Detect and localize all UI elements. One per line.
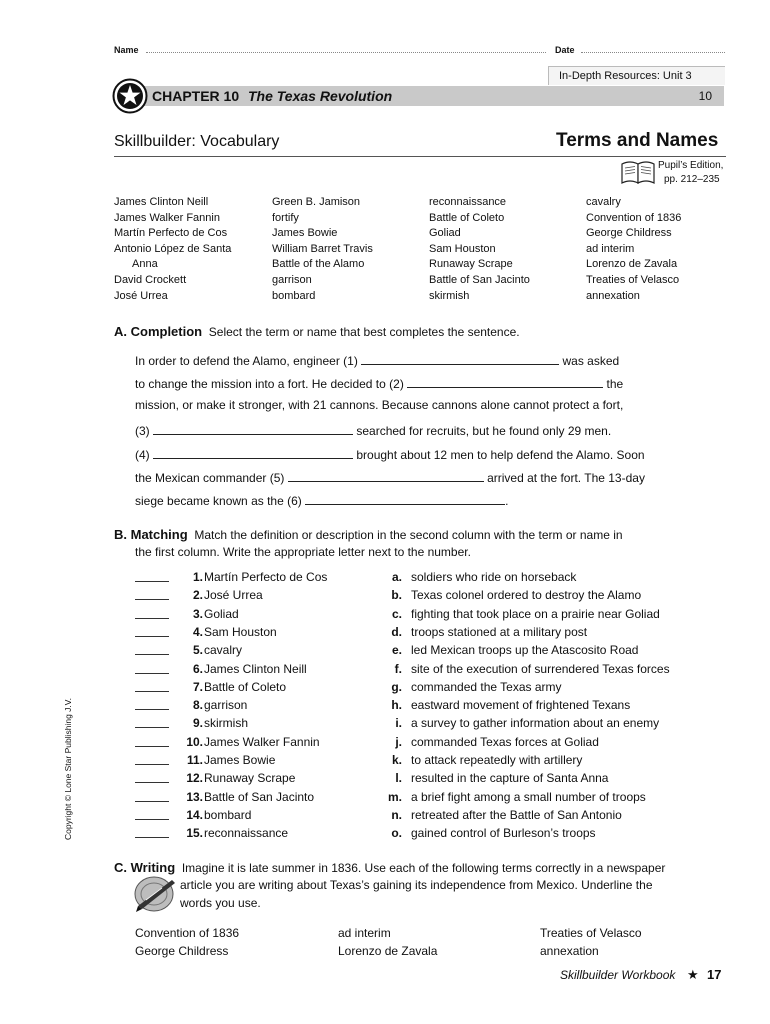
item-term: reconnaissance (204, 826, 289, 841)
term: Sam Houston (429, 242, 496, 255)
item-letter: i. (395, 716, 402, 731)
item-letter: k. (391, 753, 402, 767)
term-column-2 (272, 195, 373, 304)
page-title: Terms and Names (556, 130, 719, 151)
line-text: was asked (562, 354, 620, 368)
completion-line-4 (135, 422, 611, 437)
page-subtitle: Skillbuilder: Vocabulary (114, 133, 280, 150)
item-term: James Walker Fannin (204, 734, 320, 749)
line-text: searched for recruits, but he found only 29 men. (356, 424, 612, 438)
line-text: (4) (135, 448, 150, 462)
item-definition: site of the execution of surrendered Texas forces (411, 661, 670, 676)
completion-line-6 (135, 469, 645, 484)
term: bombard (272, 289, 316, 302)
chapter-label: CHAPTER 10 (152, 88, 240, 104)
item-number: 12. (186, 771, 203, 786)
section-a-header (114, 324, 520, 339)
item-term: cavalry (204, 643, 243, 658)
answer-blank-2[interactable] (407, 375, 603, 388)
term: Goliad (429, 227, 461, 240)
term-column-4 (586, 195, 681, 304)
section-b-instruction: Match the definition or description in the second column with the term or name in (194, 528, 623, 542)
term: James Walker Fannin (114, 211, 220, 224)
term-column-1 (114, 195, 231, 304)
page-range: pp. 212–235 (664, 174, 720, 185)
term: reconnaissance (429, 196, 507, 208)
answer-blank[interactable] (135, 691, 169, 692)
item-term: bombard (204, 807, 252, 822)
item-number: 10. (186, 734, 203, 749)
writing-terms-col-2 (338, 924, 437, 960)
line-text: . (505, 494, 509, 508)
footer-star-icon: ★ (687, 967, 699, 982)
item-number: 8. (192, 698, 203, 713)
writing-term: annexation (540, 944, 599, 958)
writing-terms-col-1 (135, 924, 239, 960)
term: ad interim (586, 242, 635, 255)
item-term: garrison (204, 698, 248, 713)
answer-blank[interactable] (135, 599, 169, 600)
term: Battle of the Alamo (272, 258, 365, 271)
section-a-instruction: Select the term or name that best completes the sentence. (208, 325, 520, 339)
completion-line-5 (135, 446, 645, 461)
answer-blank[interactable] (135, 618, 169, 619)
answer-blank[interactable] (135, 654, 169, 655)
item-term: Goliad (204, 606, 239, 621)
line-text: arrived at the fort. The 13-day (487, 471, 645, 485)
star-icon (112, 78, 148, 119)
chapter-bar (128, 86, 724, 106)
item-number: 14. (186, 807, 203, 822)
item-letter: b. (391, 588, 402, 603)
writing-term: Treaties of Velasco (540, 926, 642, 940)
date-field[interactable] (581, 52, 725, 53)
writing-terms-col-3 (540, 924, 642, 960)
answer-blank[interactable] (135, 801, 169, 802)
term: garrison (272, 273, 312, 286)
item-letter: f. (394, 661, 402, 676)
item-definition: gained control of Burleson’s troops (411, 826, 596, 841)
answer-blank[interactable] (135, 673, 169, 674)
line-text: siege became known as the (6) (135, 494, 302, 508)
item-definition: a survey to gather information about an enemy (411, 716, 660, 731)
resource-tab (548, 66, 725, 85)
item-definition: troops stationed at a military post (411, 624, 588, 639)
side-copyright: Copyright © Lone Star Publishing J.V. (63, 697, 73, 841)
term: David Crockett (114, 273, 187, 286)
item-letter: m. (387, 789, 402, 804)
section-b-header (114, 527, 623, 542)
answer-blank[interactable] (135, 746, 169, 747)
item-number: 5. (192, 643, 203, 658)
item-definition: led Mexican troops up the Atascosito Road (411, 643, 639, 658)
answer-blank-3[interactable] (153, 422, 353, 435)
writing-term: Lorenzo de Zavala (338, 944, 438, 958)
item-letter: c. (391, 606, 402, 621)
completion-line-3 (135, 399, 623, 411)
line-text: mission, or make it stronger, with 21 cannons. Because cannons alone cannot protect a fort, (135, 398, 624, 412)
term: Anna (132, 258, 158, 271)
item-letter: g. (391, 679, 402, 694)
item-definition: resulted in the capture of Santa Anna (411, 771, 609, 786)
item-number: 1. (192, 570, 203, 584)
answer-blank-6[interactable] (305, 492, 505, 505)
item-letter: a. (391, 570, 402, 584)
item-term: skirmish (204, 716, 248, 731)
answer-blank[interactable] (135, 819, 169, 820)
section-b-heading: B. Matching (114, 527, 188, 542)
title-rule (114, 156, 726, 157)
line-text: (3) (135, 424, 150, 438)
item-letter: h. (391, 698, 402, 713)
term: fortify (272, 211, 299, 224)
term: Green B. Jamison (272, 196, 361, 208)
term: Convention of 1836 (586, 211, 682, 224)
pupils-edition: Pupil’s Edition, (658, 160, 724, 171)
item-term: Battle of San Jacinto (204, 789, 315, 804)
answer-blank[interactable] (135, 782, 169, 783)
answer-blank[interactable] (135, 636, 169, 637)
term: skirmish (429, 289, 470, 302)
matching-list (135, 570, 735, 850)
item-letter: n. (391, 807, 402, 822)
section-c-heading: C. Writing (114, 860, 176, 875)
term-column-3 (429, 195, 530, 304)
answer-blank-4[interactable] (153, 446, 353, 459)
answer-blank[interactable] (135, 837, 169, 838)
item-definition: Texas colonel ordered to destroy the Alamo (411, 588, 642, 603)
item-term: Sam Houston (204, 624, 277, 639)
line-text: brought about 12 men to help defend the Alamo. Soon (356, 448, 645, 462)
section-b-instruction-2: the first column. Write the appropriate letter next to the number. (135, 545, 471, 559)
item-term: Martín Perfecto de Cos (204, 570, 328, 584)
answer-blank-5[interactable] (288, 469, 484, 482)
item-number: 7. (192, 679, 203, 694)
answer-blank-1[interactable] (361, 352, 559, 365)
term: Runaway Scrape (429, 258, 513, 271)
completion-line-2 (135, 375, 623, 390)
line-text: the Mexican commander (5) (135, 471, 285, 485)
item-definition: commanded Texas forces at Goliad (411, 734, 599, 749)
term: Antonio López de Santa (114, 242, 232, 255)
item-number: 9. (192, 716, 203, 731)
item-term: Battle of Coleto (204, 679, 287, 694)
item-definition: commanded the Texas army (411, 679, 562, 694)
term: William Barret Travis (272, 242, 373, 255)
section-a-heading: A. Completion (114, 324, 203, 339)
term: cavalry (586, 196, 621, 208)
footer-workbook: Skillbuilder Workbook (560, 968, 676, 982)
term: José Urrea (114, 289, 168, 302)
item-term: James Clinton Neill (204, 661, 307, 676)
chapter-number: 10 (698, 89, 712, 103)
term: Battle of San Jacinto (429, 273, 530, 286)
line-text: the (606, 377, 624, 391)
item-number: 4. (192, 624, 203, 639)
writing-term: Convention of 1836 (135, 926, 240, 940)
resource-text: In-Depth Resources: Unit 3 (559, 70, 692, 82)
answer-blank[interactable] (135, 709, 169, 710)
item-letter: o. (391, 826, 402, 841)
section-c-instruction: Imagine it is late summer in 1836. Use each of the following terms correctly in a newspaper (181, 861, 666, 875)
name-field[interactable] (146, 52, 546, 53)
term: annexation (586, 289, 640, 302)
term: James Clinton Neill (114, 196, 209, 208)
answer-blank[interactable] (135, 764, 169, 765)
line-text: to change the mission into a fort. He decided to (2) (135, 377, 404, 391)
term: George Childress (586, 227, 672, 240)
section-c-header (114, 860, 665, 875)
book-icon (620, 158, 656, 191)
item-definition: soldiers who ride on horseback (411, 570, 577, 584)
term: Treaties of Velasco (586, 273, 680, 286)
chapter-title: The Texas Revolution (248, 88, 393, 104)
term: Battle of Coleto (429, 211, 505, 224)
section-c-line-3: words you use. (180, 896, 261, 910)
writing-pen-icon (132, 872, 178, 919)
answer-blank[interactable] (135, 581, 169, 582)
item-definition: a brief fight among a small number of troops (411, 789, 646, 804)
item-definition: eastward movement of frightened Texans (411, 698, 631, 713)
item-letter: d. (391, 624, 402, 639)
item-letter: j. (395, 734, 402, 749)
term: Martín Perfecto de Cos (114, 227, 228, 240)
answer-blank[interactable] (135, 727, 169, 728)
item-term: Runaway Scrape (204, 771, 296, 786)
term: James Bowie (272, 227, 338, 240)
completion-line-1 (135, 352, 619, 367)
page-number: 17 (707, 967, 722, 982)
date-label: Date (555, 45, 575, 55)
item-term: James Bowie (204, 753, 276, 767)
item-number: 2. (192, 588, 203, 603)
item-definition: fighting that took place on a prairie near Goliad (411, 606, 660, 621)
section-c-line-2: article you are writing about Texas’s gaining its independence from Mexico. Underline the (180, 878, 653, 892)
writing-term: George Childress (135, 944, 229, 958)
item-number: 11. (186, 753, 203, 767)
item-definition: retreated after the Battle of San Antonio (411, 807, 622, 822)
item-number: 3. (192, 606, 203, 621)
item-number: 6. (192, 661, 203, 676)
completion-line-7 (135, 492, 508, 507)
item-number: 15. (186, 826, 203, 841)
writing-term: ad interim (338, 926, 391, 940)
term: Lorenzo de Zavala (586, 258, 678, 271)
name-label: Name (114, 45, 139, 55)
item-definition: to attack repeatedly with artillery (411, 753, 583, 767)
item-letter: e. (391, 643, 402, 658)
line-text: In order to defend the Alamo, engineer (1) (135, 354, 358, 368)
item-number: 13. (186, 789, 203, 804)
item-letter: l. (395, 771, 402, 786)
item-term: José Urrea (204, 588, 263, 603)
